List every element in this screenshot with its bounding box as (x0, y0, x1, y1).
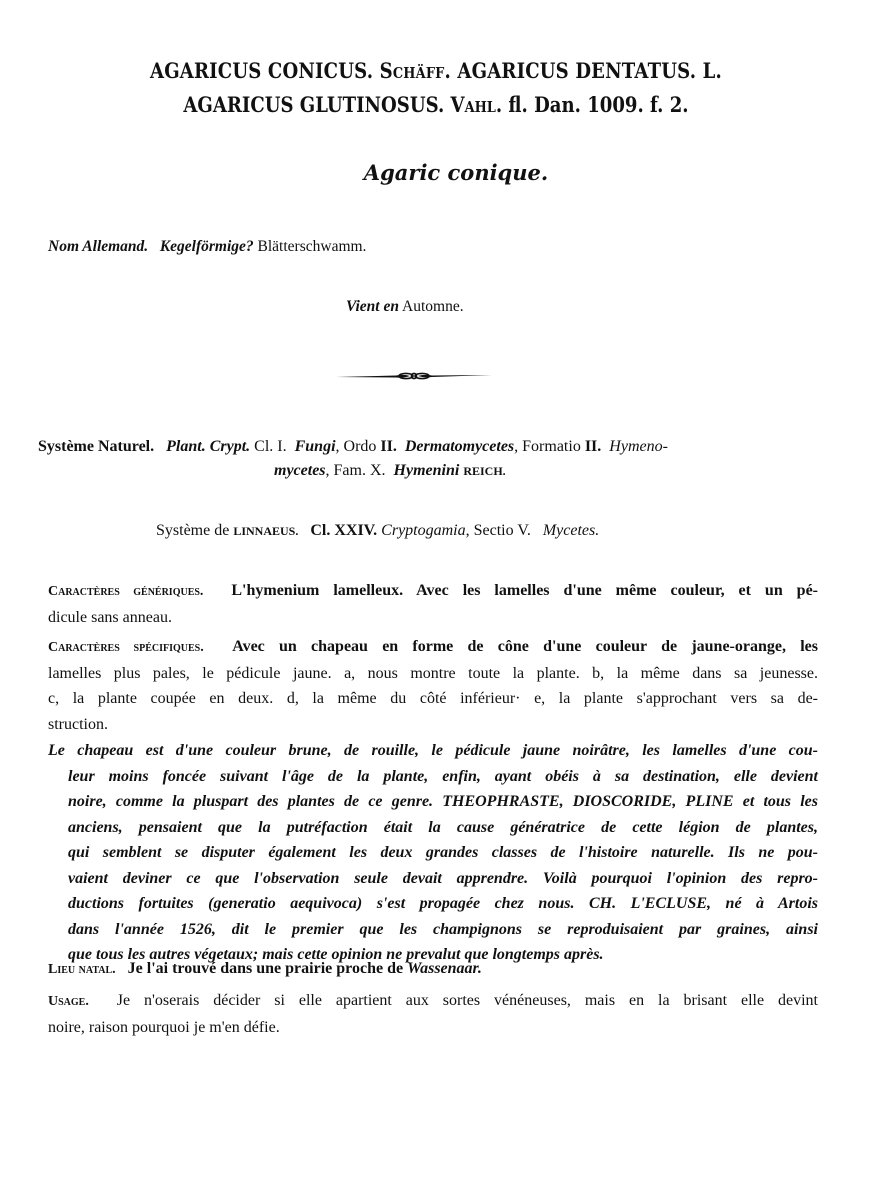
description-line: leur moins foncée suivant l'âge de la plante, enfin, ayant obéis à sa destination, elle devient (68, 767, 818, 785)
lieu-natal (48, 960, 482, 978)
title-line-1 (61, 58, 811, 83)
species-glutinosus: AGARICUS GLUTINOSUS. (183, 92, 445, 117)
linnaeus-class-name: Cryptogamia (381, 522, 466, 539)
specifiques-text-2: lamelles plus pales, le pédicule jaune. a, nous montre toute la plante. b, la même dans sa jeunesse. (48, 664, 818, 682)
german-name-italic: Kegelförmige? (159, 238, 254, 255)
author-schaeff: Schäff. (379, 58, 451, 83)
ordo: , Ordo (335, 438, 377, 455)
flora-reference: fl. Dan. 1009. f. 2. (508, 92, 689, 117)
description-line: Le chapeau est d'une couleur brune, de rouille, le pédicule jaune noirâtre, les lamelles d'une cou- (48, 742, 818, 759)
description-line: anciens, pensaient que la putréfaction était la cause génératrice de cette légion de plantes, (68, 818, 818, 836)
description-line: dans l'année 1526, dit le premier que les champignons se reproduisaient par graines, ainsi (68, 920, 818, 938)
species-conicus: AGARICUS CONICUS. (150, 58, 374, 83)
hymeno: Hymeno- (609, 438, 668, 455)
family: , Fam. X. (325, 462, 386, 479)
specifiques-text-3: c, la plante coupée en deux. d, la même du côté inférieur· e, la plante s'approchant vers sa de- (48, 690, 818, 707)
description-line: que tous les autres végetaux; mais cette opinion ne prevalut que longtemps après. (68, 946, 604, 963)
generiques-line (48, 578, 818, 605)
common-name: Agaric conique. (363, 160, 549, 185)
german-name-roman: Blätterschwamm. (257, 238, 367, 255)
german-name-label: Nom Allemand. (48, 238, 149, 255)
systeme-naturel-line-2 (274, 462, 506, 480)
linnaeus-class: Cl. XXIV. (310, 522, 378, 539)
season (346, 298, 464, 316)
plant-crypt: Plant. Crypt. (166, 438, 251, 455)
author-vahl: Vahl. (450, 92, 503, 117)
usage-text-2: noire, raison pourquoi je m'en défie. (48, 1018, 280, 1036)
hymenini: Hymenini (393, 462, 460, 479)
generiques-text-1: L'hymenium lamelleux. Avec les lamelles d'une même couleur, et un pé- (231, 582, 818, 599)
formatio-number: II. (584, 438, 602, 455)
formatio: , Formatio (514, 438, 581, 455)
german-name (48, 238, 366, 256)
caracteres-generiques (48, 578, 818, 630)
generiques-label: Caractères génériques. (48, 584, 204, 599)
usage-label: Usage. (48, 994, 89, 1009)
reich: REICH. (463, 464, 506, 478)
linnaeus-section: Sectio V. (473, 522, 531, 539)
specifiques-text-4: struction. (48, 715, 108, 733)
title-line-2 (61, 92, 811, 117)
description (48, 738, 818, 968)
systeme-linnaeus: Système de LINNAEUS. Cl. XXIV. Cryptogamia, Sectio V. Mycetes. (156, 522, 600, 539)
species-dentatus: AGARICUS DENTATUS. (457, 58, 697, 83)
linnaeus-label: Système de (156, 522, 230, 539)
description-line: qui semblent se disputer également les deux grandes classes de l'histoire naturelle. Ils ne pou- (68, 844, 818, 861)
lieu-natal-text: Je l'ai trouvé dans une prairie proche de (127, 960, 404, 977)
class-one: Cl. I. (254, 438, 287, 455)
season-label: Vient en (346, 298, 399, 315)
generiques-text-2: dicule sans anneau. (48, 608, 172, 626)
systeme-naturel-label: Système Naturel. (38, 438, 155, 455)
author-linnaeus: L. (702, 58, 722, 83)
caracteres-specifiques (48, 634, 818, 737)
systeme-naturel-line-1 (38, 438, 668, 456)
mycetes-cont: mycetes (274, 462, 326, 479)
specifiques-line (48, 634, 818, 661)
fleuron-divider-icon (334, 366, 494, 386)
usage-text-1: Je n'oserais décider si elle apartient aux sortes vénéneuses, mais en la brisant elle devint (116, 992, 819, 1009)
usage (48, 988, 818, 1040)
lieu-natal-label: Lieu natal. (48, 962, 116, 977)
description-line: noire, comme la pluspart des plantes de ce genre. THEOPHRASTE, DIOSCORIDE, PLINE et tous les (68, 793, 818, 810)
fungi: Fungi (294, 438, 336, 455)
linnaeus-section-name: Mycetes. (542, 522, 600, 539)
description-line: ductions fortuites (generatio aequivoca) s'est propagée chez nous. CH. L'ECLUSE, né à Artois (68, 895, 818, 912)
specifiques-text-1: Avec un chapeau en forme de cône d'une couleur de jaune-orange, les (232, 638, 818, 655)
description-line: vaient deviner ce que l'observation seule devait apprendre. Voilà pourquoi l'opinion des repro- (68, 869, 818, 887)
ordo-number: II. (380, 438, 397, 455)
usage-line (48, 988, 818, 1015)
dermatomycetes: Dermatomycetes (404, 438, 515, 455)
lieu-natal-place: Wassenaar. (407, 960, 482, 977)
season-value: Automne. (402, 298, 464, 315)
specifiques-label: Caractères spécifiques. (48, 640, 204, 655)
linnaeus-author: LINNAEUS. (233, 524, 299, 538)
